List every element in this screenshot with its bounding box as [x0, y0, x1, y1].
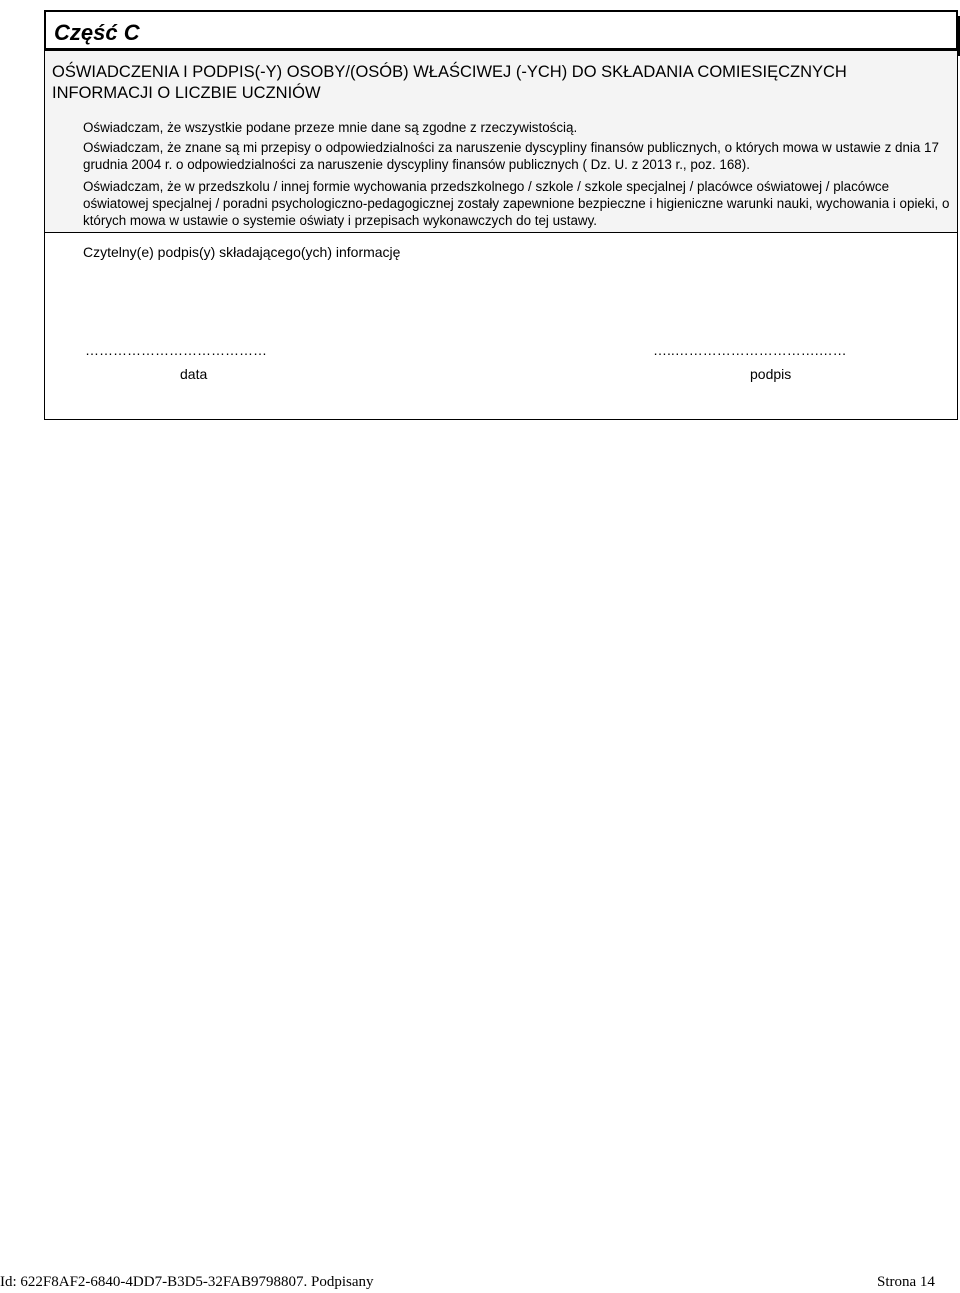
- signature-area[interactable]: [45, 232, 957, 419]
- declarations-panel: [45, 51, 957, 233]
- signature-field[interactable]: …..………………………….……: [653, 342, 847, 358]
- signature-label: podpis: [750, 366, 792, 382]
- declarations-form: [44, 50, 958, 420]
- document-id: Id: 622F8AF2-6840-4DD7-B3D5-32FAB9798807. Podpisany: [0, 1274, 374, 1290]
- section-title: Część C: [54, 20, 140, 45]
- section-header: [44, 10, 958, 50]
- declarations-heading-line-2: INFORMACJI O LICZBIE UCZNIÓW: [52, 84, 321, 102]
- declarations-heading: [52, 62, 952, 104]
- declaration-item: Oświadczam, że wszystkie podane przeze mnie dane są zgodne z rzeczywistością.: [83, 120, 578, 135]
- date-field[interactable]: …………………………………: [85, 342, 267, 358]
- date-label: data: [180, 366, 208, 382]
- declaration-item: Oświadczam, że znane są mi przepisy o odpowiedzialności za naruszenie dyscypliny finansów publicznych, o których mowa w ustawie z dnia 17 grudnia 2004 r. o odpowiedzialności za naruszenie dyscypliny finansów publicznych ( Dz. U. z 2013 r., poz. 168).: [83, 140, 939, 172]
- declarations-list: [83, 119, 953, 234]
- declaration-item: Oświadczam, że w przedszkolu / innej formie wychowania przedszkolnego / szkole / szkole specjalnej / placówce oświatowej / placówce oświatowej specjalnej / poradni psychologiczno-pedagogicznej zostały zapewnione bezpieczne i higieniczne warunki nauki, wychowania i opieki, o których mowa w ustawie o systemie oświaty i przepisach wykonawczych do tej ustawy.: [83, 179, 950, 228]
- declarations-heading-line-1: OŚWIADCZENIA I PODPIS(-Y) OSOBY/(OSÓB) WŁAŚCIWEJ (-YCH) DO SKŁADANIA COMIESIĘCZNYCH: [52, 63, 847, 81]
- page-number: Strona 14: [877, 1274, 935, 1290]
- signature-caption: Czytelny(e) podpis(y) składającego(ych) informację: [83, 244, 401, 260]
